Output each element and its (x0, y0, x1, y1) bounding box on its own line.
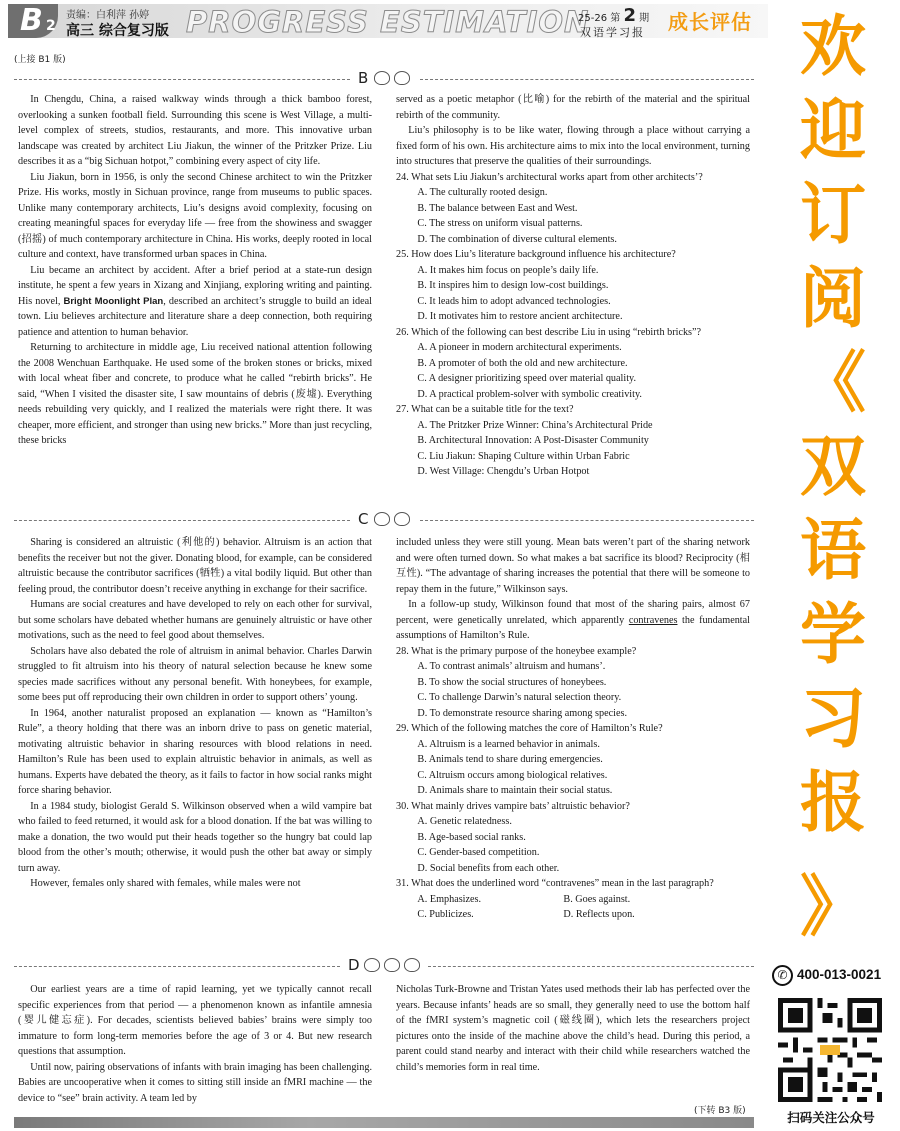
phone-number[interactable]: 400-013-0021 (797, 967, 882, 982)
answer-option: A. It makes him focus on people’s daily life. (417, 264, 599, 276)
passage-paragraph: In a 1984 study, biologist Gerald S. Wilkinson observed when a wild vampire bat who failed to feed returned, it would ask for a blood donation. If the bat was willing to make a donation, the two would put their heads together so the hungry bat could lap blood from the other’s mouth; otherwise, it would push the other bat away or simply turn away. (18, 800, 372, 874)
option-row (396, 892, 750, 908)
answer-option: C. Altruism occurs among biological relatives. (417, 769, 608, 781)
answer-option: B. Age-based social ranks. (417, 831, 526, 843)
editor-credit: 责编：白利萍 孙婷 (66, 10, 150, 21)
question-stem: 26. Which of the following can best describe Liu in using “rebirth bricks”? (396, 326, 702, 338)
answer-option: C. A designer prioritizing speed over material quality. (417, 373, 637, 384)
ad-character: 迎 (800, 92, 866, 169)
ad-character: 》 (800, 868, 866, 945)
difficulty-icon (394, 512, 410, 526)
section-letter-d: D (348, 956, 360, 974)
section-d-right-column (396, 982, 750, 1075)
answer-option: A. Altruism is a learned behavior in animals. (417, 738, 600, 750)
question-24 (396, 170, 750, 248)
section-divider-b (14, 69, 754, 87)
passage-paragraph: Until now, pairing observations of infants with brain imaging has been challenging. Babies are uncooperative when it comes to sitting still inside an fMRI machine — the device to “see” brain activity. A team led by (18, 1061, 372, 1104)
answer-option: C. The stress on uniform visual patterns. (417, 218, 583, 229)
answer-option: B. The balance between East and West. (417, 202, 578, 214)
answer-option: A. To contrast animals’ altruism and humans’. (417, 661, 606, 672)
ad-character: 语 (800, 512, 866, 589)
question-25 (396, 247, 750, 325)
brand-title: PROGRESS ESTIMATION (186, 5, 590, 39)
section-divider-d (14, 956, 754, 974)
section-b-left-column (18, 92, 372, 449)
answer-option: A. The culturally rooted design. (417, 187, 548, 198)
passage-paragraph: In Chengdu, China, a raised walkway winds through a thick bamboo forest, overlooking a sunken football field. Surrounding this scene is West Village, a multi-level complex of streets, studios, restaurants, and more. This innovative urban landscape was created by architect Liu Jiakun, the winner of the Pritzker Prize. Liu describes it as a “big Sichuan hotpot,” combining every aspect of city life. (18, 94, 372, 167)
logo-number: 2 (46, 18, 56, 34)
text-run: the fundamental assumptions of Hamilton’s Rule. (396, 614, 750, 641)
passage-paragraph: Sharing is considered an altruistic (利他的) behavior. Altruism is an action that benefits the receiver but not the giver. Donating blood, for example, can be considered altruistic because the contributor sacrifices (牺牲) a vital bodily liquid. But other than feeling proud, the contributor doesn’t receive anything in exchange for their sacrifice. (18, 537, 372, 595)
question-27 (396, 402, 750, 480)
passage-paragraph: Nicholas Turk-Browne and Tristan Yates used methods their lab has perfected over the years. Because infants’ heads are so small, they generally need to use the bottom half of the fMRI system’s magnetic coil (磁线圈), which lets the researchers project pictures onto the inside of the machine above the child’s head. During this period, a parent could stand nearby and interact with their child while researchers watched the child’s memories form in real time. (396, 984, 750, 1073)
question-26 (396, 325, 750, 403)
answer-option: D. A practical problem-solver with symbolic creativity. (417, 388, 642, 400)
option-row (396, 907, 750, 923)
answer-option: D. It motivates him to restore ancient architecture. (417, 311, 623, 322)
answer-option: D. Reflects upon. (563, 909, 635, 920)
qr-caption: 扫码关注公众号 (787, 1110, 875, 1125)
answer-option: C. It leads him to adopt advanced technologies. (417, 295, 611, 307)
section-letter-b: B (358, 69, 369, 87)
text-run: , described an architect’s struggle to build an ideal town. Liu believes architecture and literature share a deep connection, both requiring patience and attention to human behavior. (18, 295, 372, 338)
answer-option: D. The combination of diverse cultural elements. (417, 233, 617, 245)
issue-suffix: 期 (639, 13, 650, 24)
difficulty-icon (404, 958, 420, 972)
question-stem: 31. What does the underlined word “contravenes” mean in the last paragraph? (396, 878, 714, 889)
question-31 (396, 876, 750, 923)
passage-paragraph: included unless they were still young. Mean bats weren’t part of the sharing network and were often turned down. So what makes a bat sacrifice its blood? Reciprocity (相互性). “The advantage of sharing increases the potential that there will be someone to repay them in the future,” Wilkinson says. (396, 537, 750, 595)
edition-name: 高三 综合复习版 (66, 23, 169, 39)
difficulty-icon (394, 71, 410, 85)
ad-character: 双 (800, 428, 866, 505)
answer-option: C. To challenge Darwin’s natural selection theory. (417, 692, 622, 703)
passage-paragraph: Humans are social creatures and have developed to rely on each other for survival, but some scholars have debated whether humans are genuinely altruistic or have other motivations, such as the need to feel good about themselves. (18, 599, 372, 641)
passage-paragraph: served as a poetic metaphor (比喻) for the rebirth of the material and the spiritual rebirth of the community. (396, 94, 750, 121)
answer-option: C. Liu Jiakun: Shaping Culture within Urban Fabric (417, 450, 630, 462)
logo-letter: B (20, 3, 43, 38)
answer-option: C. Gender-based competition. (417, 847, 540, 858)
question-stem: 29. Which of the following matches the core of Hamilton’s Rule? (396, 723, 663, 734)
ad-character: 阅 (800, 260, 866, 337)
section-letter-c: C (358, 510, 369, 528)
answer-option: B. Goes against. (563, 893, 631, 905)
section-c-right-column (396, 535, 750, 923)
passage-paragraph: Our earliest years are a time of rapid learning, yet we typically cannot recall specific experiences from that period — a phenomenon known as infantile amnesia (婴儿健忘症). For decades, scientists believed babies’ brains were simply too immature to form long-term memories before the age of 3 or 4. But new research questions that assumption. (18, 984, 372, 1057)
passage-paragraph: In 1964, another naturalist proposed an explanation — known as “Hamilton’s Rule”, a theory holding that there was an inborn drive to pass on genetic material, motivating altruistic behavior in sharing resources with blood relations in need. Hamilton’s Rule has been used to explain altruistic behavior in animals, as well as humans. Experts have debated the theory, as it fails to factor in how social ranks might force sharing behavior. (18, 707, 372, 796)
passage-paragraph: Liu’s philosophy is to be like water, flowing through a place without carrying a fixed form of his own. His architecture aims to mix into the local environment, turning into structures that preserve the qualities of their surroundings. (396, 125, 750, 167)
answer-option: D. To demonstrate resource sharing among species. (417, 707, 627, 719)
passage-paragraph (18, 263, 372, 341)
question-stem: 27. What can be a suitable title for the text? (396, 404, 574, 415)
underlined-word: contravenes (628, 614, 678, 626)
question-stem: 30. What mainly drives vampire bats’ altruistic behavior? (396, 800, 630, 812)
novel-title: Bright Moonlight Plan (63, 295, 164, 307)
answer-option: A. The Pritzker Prize Winner: China’s Architectural Pride (417, 419, 653, 431)
answer-option: A. Genetic relatedness. (417, 816, 512, 827)
answer-option: B. A promoter of both the old and new architecture. (417, 357, 628, 369)
issue-info (578, 5, 649, 26)
answer-option: C. Publicizes. (417, 909, 474, 920)
issue-prefix: 25-26 第 (578, 13, 621, 24)
continued-to-note: (下转 B3 版) (694, 1106, 746, 1116)
issue-number: 2 (623, 5, 636, 26)
difficulty-icon (374, 71, 390, 85)
difficulty-icon (384, 958, 400, 972)
text-run: Liu became an architect by accident. After a brief period at a state-run design institute, he spent a few years in Xizang and Xinjiang, exploring writing and painting. His novel, (18, 264, 372, 307)
section-c-left-column (18, 535, 372, 892)
question-30 (396, 799, 750, 877)
qr-code[interactable] (778, 998, 882, 1102)
phone-contact (772, 965, 896, 987)
answer-option: A. A pioneer in modern architectural experiments. (417, 342, 622, 353)
section-b-right-column (396, 92, 750, 480)
footer-bar (14, 1117, 754, 1128)
question-stem: 25. How does Liu’s literature background influence his architecture? (396, 249, 676, 260)
paper-name: 双语学习报 (580, 26, 645, 39)
page-header (0, 0, 900, 46)
ad-character: 学 (800, 596, 866, 673)
text-run: In a follow-up study, Wilkinson found that most of the sharing pairs, almost 67 percent, were genetically unrelated, which apparently (396, 599, 750, 626)
answer-option: B. It inspires him to design low-cost buildings. (417, 280, 609, 291)
answer-option: B. Animals tend to share during emergencies. (417, 754, 603, 765)
answer-option: D. Social benefits from each other. (417, 862, 560, 874)
passage-paragraph: Liu Jiakun, born in 1956, is only the second Chinese architect to win the Pritzker Prize. His works, mostly in Sichuan province, range from museums to public spaces. Unlike many contemporary architects, Liu’s designs avoid complexity, focusing on creating meaningful spaces for everyday life — free from the showiness and swagger (招摇) of much contemporary architecture in China. His works, deeply rooted in local culture and context, have transformed urban spaces in China. (18, 171, 372, 260)
continued-from-note: (上接 B1 版) (14, 55, 66, 65)
ad-character: 习 (800, 680, 866, 757)
question-29 (396, 721, 750, 799)
answer-option: B. Architectural Innovation: A Post-Disaster Community (417, 435, 649, 446)
passage-paragraph (396, 597, 750, 644)
difficulty-icon (374, 512, 390, 526)
passage-paragraph: Returning to architecture in middle age, Liu received national attention following the 2008 Wenchuan Earthquake. He used some of the broken stones or bricks, mixed with local wheat fiber and concrete, to produce what he called “rebirth bricks”. He said, “When I visited the disaster site, I saw mountains of debris (废墟). Everything needs rebuilding very quickly, and I realized the materials were right there. It was cheaper, more efficient, and stronger than using new bricks.” More than just recycling, these bricks (18, 342, 372, 446)
difficulty-icon (364, 958, 380, 972)
column-name: 成长评估 (668, 10, 752, 34)
passage-paragraph: However, females only shared with females, while males were not (30, 878, 301, 889)
section-d-left-column (18, 982, 372, 1106)
phone-icon: ✆ (772, 965, 793, 986)
answer-option: A. Emphasizes. (417, 893, 482, 905)
ad-character: 《 (800, 344, 866, 421)
section-divider-c (14, 510, 754, 528)
ad-character: 报 (800, 764, 866, 841)
answer-option: D. West Village: Chengdu’s Urban Hotpot (417, 466, 590, 477)
ad-character: 欢 (800, 8, 866, 85)
question-stem: 28. What is the primary purpose of the honeybee example? (396, 645, 637, 657)
ad-character: 订 (800, 176, 866, 253)
section-logo (8, 4, 58, 38)
question-28 (396, 644, 750, 722)
answer-option: D. Animals share to maintain their social status. (417, 785, 613, 796)
question-stem: 24. What sets Liu Jiakun’s architectural works apart from other architects’? (396, 171, 703, 183)
passage-paragraph: Scholars have also debated the role of altruism in animal behavior. Charles Darwin struggled to fit altruism into his theory of natural selection because he knew some species made sacrifices without any personal benefit. With honeybees, for example, some bees put off reproducing their own children in order to support others’ young. (18, 645, 372, 703)
answer-option: B. To show the social structures of honeybees. (417, 676, 607, 688)
